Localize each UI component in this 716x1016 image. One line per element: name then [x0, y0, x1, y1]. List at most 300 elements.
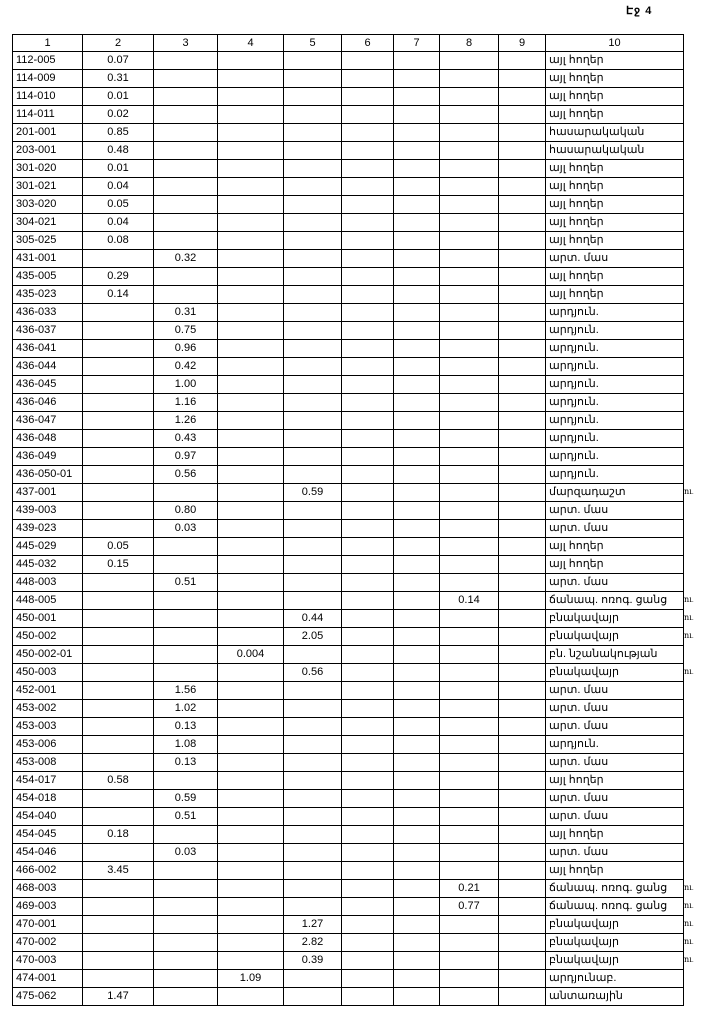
area-cell-col-3: [154, 142, 218, 160]
area-cell-col-9: [499, 250, 546, 268]
column-header-7: 7: [394, 35, 440, 52]
area-cell-col-5: [284, 232, 342, 250]
area-cell-col-9: [499, 520, 546, 538]
column-header-2: 2: [83, 35, 154, 52]
area-cell-col-8: 0.21: [440, 880, 499, 898]
table-row: [13, 304, 684, 322]
area-cell-col-5: [284, 142, 342, 160]
parcel-code-cell: 303-020: [13, 196, 83, 214]
area-cell-col-4: [218, 70, 284, 88]
area-cell-col-7: [394, 736, 440, 754]
area-cell-col-8: [440, 916, 499, 934]
land-use-cell: արդյուն.: [546, 448, 684, 466]
table-row: [13, 124, 684, 142]
area-cell-col-3: 0.59: [154, 790, 218, 808]
parcel-code-cell: 445-032: [13, 556, 83, 574]
area-cell-col-7: [394, 340, 440, 358]
area-cell-col-9: [499, 700, 546, 718]
area-cell-col-8: [440, 682, 499, 700]
area-cell-col-7: [394, 268, 440, 286]
area-cell-col-3: [154, 664, 218, 682]
land-use-cell: այլ հողեր: [546, 70, 684, 88]
area-cell-col-4: 1.09: [218, 970, 284, 988]
area-cell-col-6: [342, 484, 394, 502]
area-cell-col-2: [83, 520, 154, 538]
margin-mark: ու: [684, 883, 694, 892]
area-cell-col-4: [218, 196, 284, 214]
area-cell-col-2: 0.07: [83, 52, 154, 70]
column-header-8: 8: [440, 35, 499, 52]
area-cell-col-4: [218, 214, 284, 232]
area-cell-col-4: [218, 466, 284, 484]
land-use-cell: արդյուն.: [546, 430, 684, 448]
area-cell-col-6: [342, 322, 394, 340]
area-cell-col-2: [83, 898, 154, 916]
area-cell-col-8: [440, 718, 499, 736]
margin-mark: ու: [684, 919, 694, 928]
table-row: [13, 160, 684, 178]
area-cell-col-3: 0.75: [154, 322, 218, 340]
margin-mark: ու: [684, 937, 694, 946]
area-cell-col-6: [342, 286, 394, 304]
area-cell-col-9: [499, 124, 546, 142]
area-cell-col-4: [218, 376, 284, 394]
area-cell-col-4: [218, 538, 284, 556]
table-row: [13, 934, 684, 952]
area-cell-col-8: [440, 556, 499, 574]
column-header-1: 1: [13, 35, 83, 52]
area-cell-col-3: [154, 898, 218, 916]
parcel-code-cell: 436-046: [13, 394, 83, 412]
table-row: [13, 862, 684, 880]
area-cell-col-4: [218, 286, 284, 304]
area-cell-col-5: [284, 448, 342, 466]
area-cell-col-8: [440, 250, 499, 268]
area-cell-col-2: [83, 808, 154, 826]
area-cell-col-9: [499, 142, 546, 160]
area-cell-col-8: [440, 574, 499, 592]
parcel-code-cell: 454-040: [13, 808, 83, 826]
area-cell-col-4: [218, 682, 284, 700]
area-cell-col-3: 1.26: [154, 412, 218, 430]
area-cell-col-6: [342, 142, 394, 160]
area-cell-col-7: [394, 610, 440, 628]
table-row: [13, 610, 684, 628]
area-cell-col-2: [83, 952, 154, 970]
table-row: [13, 250, 684, 268]
area-cell-col-5: [284, 592, 342, 610]
area-cell-col-3: [154, 160, 218, 178]
area-cell-col-2: [83, 628, 154, 646]
area-cell-col-6: [342, 952, 394, 970]
area-cell-col-8: [440, 520, 499, 538]
area-cell-col-5: [284, 700, 342, 718]
land-use-cell: արտ. մաս: [546, 790, 684, 808]
parcel-code-cell: 448-003: [13, 574, 83, 592]
land-use-cell: այլ հողեր: [546, 862, 684, 880]
parcel-code-cell: 453-002: [13, 700, 83, 718]
area-cell-col-3: 0.43: [154, 430, 218, 448]
area-cell-col-7: [394, 646, 440, 664]
parcel-code-cell: 450-001: [13, 610, 83, 628]
area-cell-col-2: 0.29: [83, 268, 154, 286]
table-row: [13, 178, 684, 196]
area-cell-col-4: [218, 880, 284, 898]
parcel-code-cell: 445-029: [13, 538, 83, 556]
area-cell-col-9: [499, 304, 546, 322]
area-cell-col-4: [218, 790, 284, 808]
area-cell-col-5: 1.27: [284, 916, 342, 934]
area-cell-col-7: [394, 394, 440, 412]
area-cell-col-9: [499, 880, 546, 898]
area-cell-col-8: [440, 286, 499, 304]
area-cell-col-5: 0.59: [284, 484, 342, 502]
area-cell-col-5: 0.39: [284, 952, 342, 970]
area-cell-col-9: [499, 952, 546, 970]
area-cell-col-5: [284, 682, 342, 700]
area-cell-col-9: [499, 448, 546, 466]
area-cell-col-8: [440, 304, 499, 322]
parcel-code-cell: 114-009: [13, 70, 83, 88]
area-cell-col-5: 2.05: [284, 628, 342, 646]
area-cell-col-9: [499, 268, 546, 286]
area-cell-col-6: [342, 592, 394, 610]
area-cell-col-2: [83, 412, 154, 430]
area-cell-col-7: [394, 376, 440, 394]
area-cell-col-8: [440, 448, 499, 466]
area-cell-col-4: [218, 664, 284, 682]
area-cell-col-4: [218, 862, 284, 880]
land-use-cell: այլ հողեր: [546, 268, 684, 286]
area-cell-col-2: [83, 592, 154, 610]
area-cell-col-3: 0.13: [154, 718, 218, 736]
area-cell-col-9: [499, 484, 546, 502]
parcel-code-cell: 470-002: [13, 934, 83, 952]
area-cell-col-6: [342, 52, 394, 70]
area-cell-col-5: [284, 304, 342, 322]
table-row: [13, 556, 684, 574]
parcel-code-cell: 470-001: [13, 916, 83, 934]
area-cell-col-5: [284, 574, 342, 592]
area-cell-col-3: [154, 196, 218, 214]
area-cell-col-3: 0.97: [154, 448, 218, 466]
area-cell-col-5: 0.44: [284, 610, 342, 628]
area-cell-col-9: [499, 574, 546, 592]
area-cell-col-4: [218, 484, 284, 502]
area-cell-col-8: [440, 538, 499, 556]
land-use-cell: արդյունաբ.: [546, 970, 684, 988]
area-cell-col-4: [218, 772, 284, 790]
area-cell-col-5: [284, 52, 342, 70]
land-use-cell: այլ հողեր: [546, 232, 684, 250]
table-row: [13, 664, 684, 682]
area-cell-col-6: [342, 232, 394, 250]
area-cell-col-2: [83, 970, 154, 988]
area-cell-col-7: [394, 844, 440, 862]
area-cell-col-7: [394, 520, 440, 538]
table-row: [13, 790, 684, 808]
area-cell-col-4: [218, 502, 284, 520]
area-cell-col-8: [440, 232, 499, 250]
area-cell-col-5: [284, 178, 342, 196]
area-cell-col-8: [440, 754, 499, 772]
area-cell-col-5: [284, 844, 342, 862]
area-cell-col-6: [342, 376, 394, 394]
area-cell-col-5: [284, 862, 342, 880]
area-cell-col-6: [342, 70, 394, 88]
land-ledger-table: [12, 34, 684, 1006]
parcel-code-cell: 431-001: [13, 250, 83, 268]
parcel-code-cell: 470-003: [13, 952, 83, 970]
area-cell-col-7: [394, 970, 440, 988]
area-cell-col-2: [83, 682, 154, 700]
area-cell-col-2: 0.85: [83, 124, 154, 142]
area-cell-col-3: [154, 628, 218, 646]
area-cell-col-4: [218, 232, 284, 250]
land-use-cell: այլ հողեր: [546, 286, 684, 304]
area-cell-col-7: [394, 592, 440, 610]
land-use-cell: ճանապ. ոռոգ. ցանց: [546, 898, 684, 916]
table-row: [13, 592, 684, 610]
parcel-code-cell: 468-003: [13, 880, 83, 898]
area-cell-col-2: 0.58: [83, 772, 154, 790]
area-cell-col-9: [499, 862, 546, 880]
parcel-code-cell: 475-062: [13, 988, 83, 1006]
area-cell-col-7: [394, 916, 440, 934]
area-cell-col-4: [218, 592, 284, 610]
margin-mark: ու: [684, 631, 694, 640]
land-use-cell: այլ հողեր: [546, 52, 684, 70]
area-cell-col-3: 0.03: [154, 844, 218, 862]
land-use-cell: բնակավայր: [546, 916, 684, 934]
area-cell-col-6: [342, 934, 394, 952]
parcel-code-cell: 469-003: [13, 898, 83, 916]
area-cell-col-3: 0.56: [154, 466, 218, 484]
parcel-code-cell: 450-002: [13, 628, 83, 646]
area-cell-col-3: [154, 934, 218, 952]
area-cell-col-3: [154, 610, 218, 628]
area-cell-col-9: [499, 754, 546, 772]
area-cell-col-7: [394, 160, 440, 178]
area-cell-col-9: [499, 196, 546, 214]
area-cell-col-8: 0.77: [440, 898, 499, 916]
area-cell-col-8: [440, 970, 499, 988]
area-cell-col-2: [83, 880, 154, 898]
area-cell-col-5: 2.82: [284, 934, 342, 952]
area-cell-col-9: [499, 286, 546, 304]
area-cell-col-5: [284, 538, 342, 556]
area-cell-col-9: [499, 808, 546, 826]
area-cell-col-6: [342, 700, 394, 718]
area-cell-col-7: [394, 106, 440, 124]
table-row: [13, 628, 684, 646]
table-row: [13, 142, 684, 160]
area-cell-col-3: 1.16: [154, 394, 218, 412]
area-cell-col-8: [440, 826, 499, 844]
area-cell-col-4: [218, 628, 284, 646]
area-cell-col-9: [499, 970, 546, 988]
area-cell-col-5: [284, 196, 342, 214]
margin-mark: ու: [684, 613, 694, 622]
area-cell-col-4: [218, 430, 284, 448]
area-cell-col-3: [154, 124, 218, 142]
area-cell-col-2: [83, 754, 154, 772]
parcel-code-cell: 301-020: [13, 160, 83, 178]
area-cell-col-7: [394, 628, 440, 646]
land-use-cell: հասարակական: [546, 142, 684, 160]
area-cell-col-7: [394, 484, 440, 502]
area-cell-col-5: [284, 268, 342, 286]
area-cell-col-8: [440, 394, 499, 412]
area-cell-col-3: [154, 70, 218, 88]
area-cell-col-6: [342, 718, 394, 736]
area-cell-col-6: [342, 520, 394, 538]
area-cell-col-5: [284, 394, 342, 412]
land-use-cell: այլ հողեր: [546, 556, 684, 574]
area-cell-col-2: [83, 466, 154, 484]
area-cell-col-7: [394, 412, 440, 430]
land-use-cell: այլ հողեր: [546, 538, 684, 556]
table-row: [13, 736, 684, 754]
area-cell-col-3: 0.42: [154, 358, 218, 376]
area-cell-col-5: [284, 970, 342, 988]
area-cell-col-5: [284, 376, 342, 394]
table-row: [13, 484, 684, 502]
area-cell-col-7: [394, 772, 440, 790]
area-cell-col-9: [499, 772, 546, 790]
area-cell-col-7: [394, 790, 440, 808]
area-cell-col-4: [218, 142, 284, 160]
column-header-6: 6: [342, 35, 394, 52]
area-cell-col-3: 1.00: [154, 376, 218, 394]
area-cell-col-4: [218, 322, 284, 340]
parcel-code-cell: 112-005: [13, 52, 83, 70]
area-cell-col-9: [499, 502, 546, 520]
area-cell-col-6: [342, 844, 394, 862]
area-cell-col-7: [394, 124, 440, 142]
area-cell-col-9: [499, 394, 546, 412]
land-use-cell: արդյուն.: [546, 394, 684, 412]
area-cell-col-3: [154, 484, 218, 502]
area-cell-col-6: [342, 754, 394, 772]
area-cell-col-4: [218, 394, 284, 412]
table-row: [13, 988, 684, 1006]
area-cell-col-7: [394, 142, 440, 160]
parcel-code-cell: 448-005: [13, 592, 83, 610]
parcel-code-cell: 454-018: [13, 790, 83, 808]
land-use-cell: արդյուն.: [546, 376, 684, 394]
table-header-row: [13, 35, 684, 52]
area-cell-col-7: [394, 880, 440, 898]
land-use-cell: արտ. մաս: [546, 574, 684, 592]
table-row: [13, 106, 684, 124]
area-cell-col-2: [83, 376, 154, 394]
parcel-code-cell: 436-037: [13, 322, 83, 340]
area-cell-col-3: [154, 862, 218, 880]
area-cell-col-6: [342, 682, 394, 700]
area-cell-col-5: [284, 988, 342, 1006]
land-use-cell: ճանապ. ոռոգ. ցանց: [546, 880, 684, 898]
area-cell-col-7: [394, 934, 440, 952]
area-cell-col-6: [342, 340, 394, 358]
area-cell-col-2: 0.08: [83, 232, 154, 250]
land-use-cell: հասարակական: [546, 124, 684, 142]
area-cell-col-6: [342, 268, 394, 286]
area-cell-col-2: 0.15: [83, 556, 154, 574]
area-cell-col-5: [284, 808, 342, 826]
land-use-cell: այլ հողեր: [546, 196, 684, 214]
area-cell-col-6: [342, 826, 394, 844]
table-row: [13, 700, 684, 718]
area-cell-col-5: [284, 466, 342, 484]
land-use-cell: այլ հողեր: [546, 214, 684, 232]
area-cell-col-6: [342, 862, 394, 880]
area-cell-col-4: [218, 160, 284, 178]
land-use-cell: բն. նշանակության: [546, 646, 684, 664]
area-cell-col-7: [394, 718, 440, 736]
area-cell-col-4: [218, 106, 284, 124]
table-row: [13, 916, 684, 934]
area-cell-col-8: [440, 808, 499, 826]
area-cell-col-4: [218, 52, 284, 70]
parcel-code-cell: 114-011: [13, 106, 83, 124]
area-cell-col-4: [218, 754, 284, 772]
area-cell-col-8: [440, 988, 499, 1006]
land-use-cell: արդյուն.: [546, 322, 684, 340]
area-cell-col-2: [83, 340, 154, 358]
table-row: [13, 574, 684, 592]
area-cell-col-3: [154, 286, 218, 304]
area-cell-col-5: [284, 754, 342, 772]
table-row: [13, 880, 684, 898]
area-cell-col-9: [499, 178, 546, 196]
area-cell-col-9: [499, 232, 546, 250]
area-cell-col-2: [83, 934, 154, 952]
area-cell-col-8: [440, 160, 499, 178]
area-cell-col-6: [342, 610, 394, 628]
area-cell-col-5: [284, 736, 342, 754]
area-cell-col-2: 0.05: [83, 538, 154, 556]
land-use-cell: այլ հողեր: [546, 772, 684, 790]
area-cell-col-3: 1.02: [154, 700, 218, 718]
area-cell-col-9: [499, 538, 546, 556]
area-cell-col-6: [342, 502, 394, 520]
land-use-cell: արտ. մաս: [546, 808, 684, 826]
area-cell-col-2: [83, 844, 154, 862]
area-cell-col-9: [499, 682, 546, 700]
area-cell-col-9: [499, 844, 546, 862]
area-cell-col-6: [342, 898, 394, 916]
area-cell-col-2: [83, 304, 154, 322]
table-row: [13, 70, 684, 88]
area-cell-col-5: [284, 880, 342, 898]
area-cell-col-5: [284, 160, 342, 178]
column-header-10: 10: [546, 35, 684, 52]
area-cell-col-7: [394, 322, 440, 340]
area-cell-col-3: 1.56: [154, 682, 218, 700]
area-cell-col-8: [440, 214, 499, 232]
area-cell-col-9: [499, 916, 546, 934]
area-cell-col-4: [218, 736, 284, 754]
table-row: [13, 538, 684, 556]
page-number-label: Էջ 4: [626, 5, 653, 17]
area-cell-col-2: 3.45: [83, 862, 154, 880]
area-cell-col-3: [154, 880, 218, 898]
area-cell-col-9: [499, 106, 546, 124]
land-use-cell: այլ հողեր: [546, 160, 684, 178]
area-cell-col-6: [342, 538, 394, 556]
area-cell-col-3: 0.03: [154, 520, 218, 538]
